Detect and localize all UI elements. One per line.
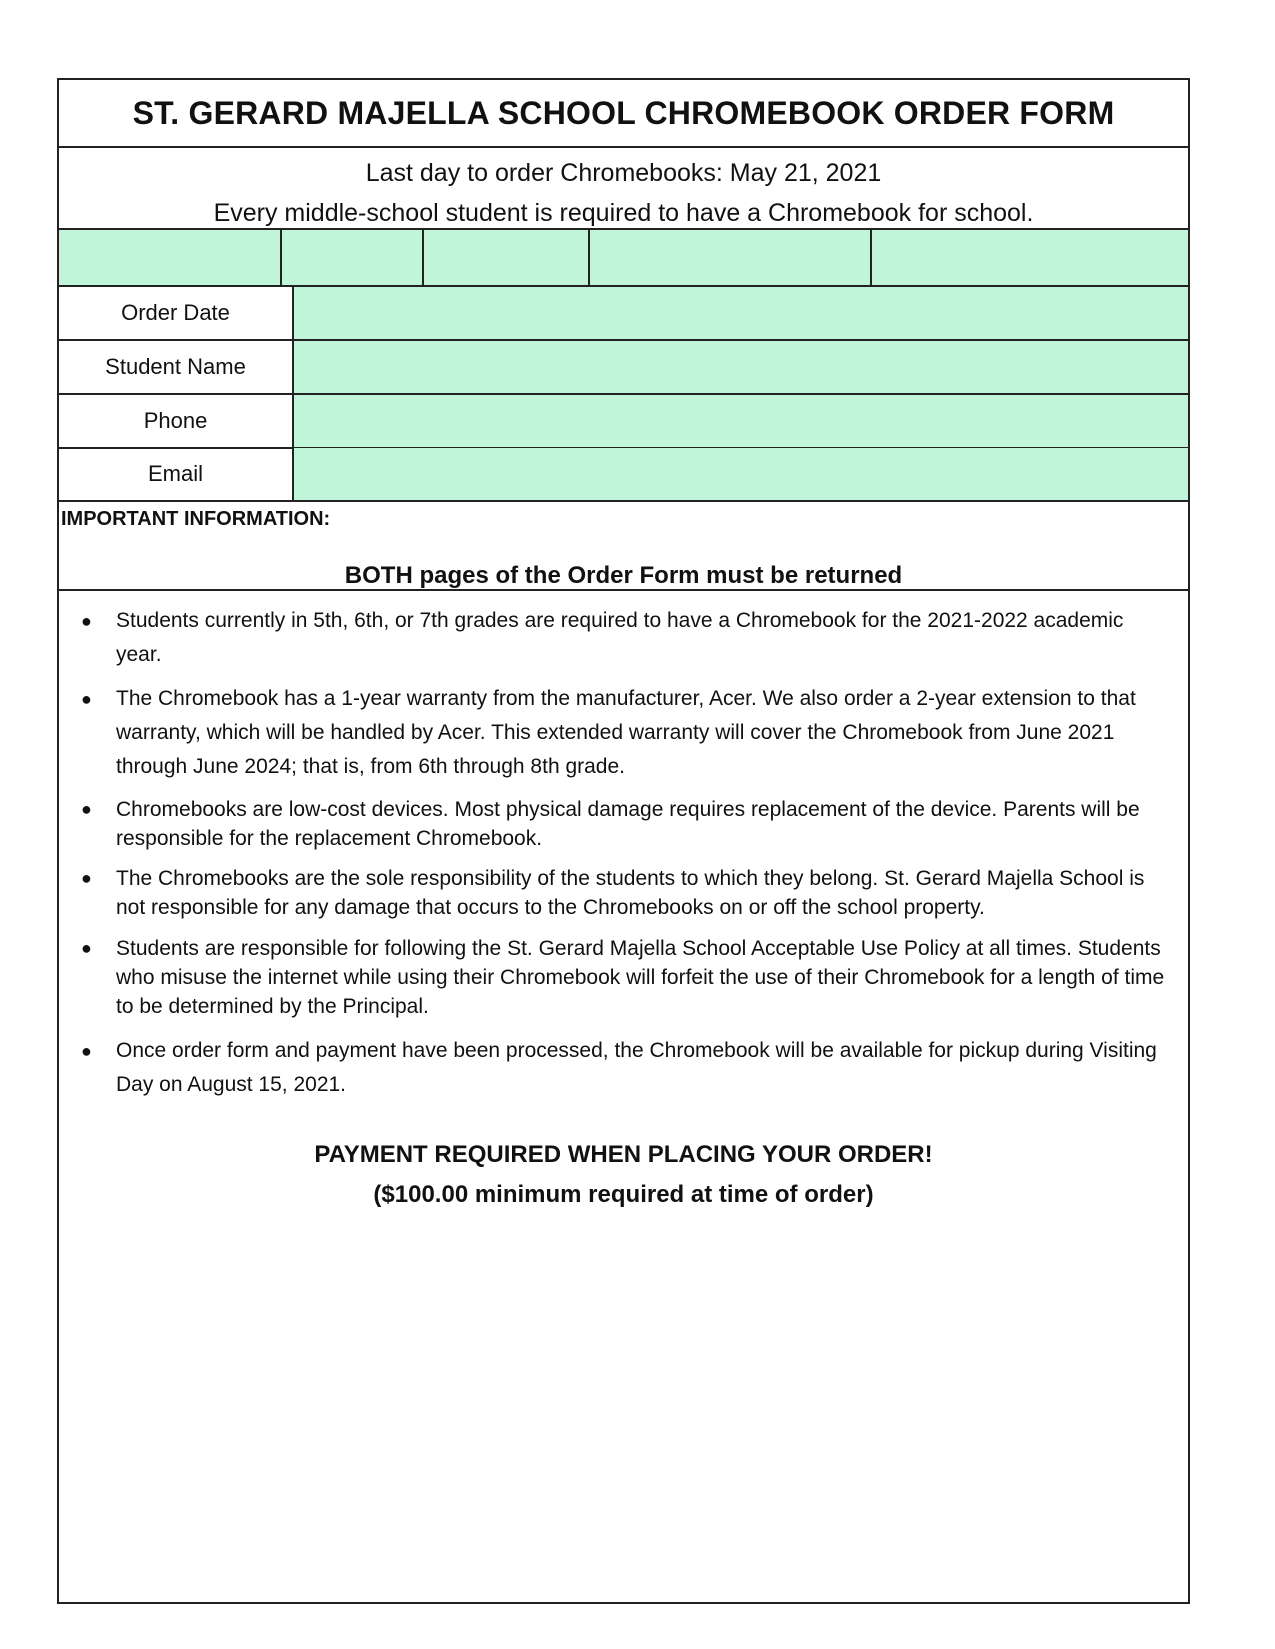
list-item — [59, 682, 1188, 784]
bullet-icon: ● — [81, 689, 92, 709]
shaded-cell — [424, 230, 590, 285]
list-item — [59, 934, 1188, 1021]
field-row-student-name — [59, 341, 1188, 395]
order-form — [57, 78, 1190, 1604]
bullet-icon: ● — [81, 938, 92, 958]
payment-minimum-notice: ($100.00 minimum required at time of order) — [373, 1181, 874, 1208]
shaded-cell — [590, 230, 872, 285]
important-info-block — [59, 502, 1188, 591]
title-row — [59, 80, 1188, 148]
student-name-field[interactable] — [294, 341, 1188, 393]
bullet-text: Students are responsible for following the St. Gerard Majella School Acceptable Use Policy at all times. Students who misuse the internet while using their Chromebook will forfeit the use of their Chromebook for a length of time to be determined by the Principal. — [116, 937, 1165, 1018]
list-item — [59, 864, 1188, 922]
bullet-icon: ● — [81, 611, 92, 631]
requirement-notice: Every middle-school student is required to have a Chromebook for school. — [213, 199, 1034, 227]
return-both-pages-notice: BOTH pages of the Order Form must be returned — [344, 562, 903, 589]
bullet-text: The Chromebooks are the sole responsibility of the students to which they belong. St. Gerard Majella School is not responsible for any damage that occurs to the Chromebooks on or off the school property. — [116, 867, 1145, 919]
important-info-heading: IMPORTANT INFORMATION: — [61, 508, 331, 530]
payment-required-notice: PAYMENT REQUIRED WHEN PLACING YOUR ORDER! — [314, 1141, 933, 1168]
bullet-icon: ● — [81, 799, 92, 819]
shaded-header-strip — [59, 230, 1188, 287]
phone-label: Phone — [59, 395, 294, 447]
email-label: Email — [59, 448, 294, 500]
bullet-text: Chromebooks are low-cost devices. Most physical damage requires replacement of the device. Parents will be responsible for the replacement Chromebook. — [116, 798, 1140, 850]
form-title: ST. GERARD MAJELLA SCHOOL CHROMEBOOK ORDER FORM — [132, 94, 1115, 131]
order-date-label: Order Date — [59, 287, 294, 339]
order-date-field[interactable] — [294, 287, 1188, 339]
bullet-icon: ● — [81, 1041, 92, 1061]
bullet-text: Students currently in 5th, 6th, or 7th grades are required to have a Chromebook for the 2021-2022 academic year. — [116, 609, 1124, 666]
bullet-text: Once order form and payment have been processed, the Chromebook will be available for pickup during Visiting Day on August 15, 2021. — [116, 1039, 1157, 1096]
field-row-phone — [59, 395, 1188, 449]
field-row-order-date — [59, 287, 1188, 341]
student-name-label: Student Name — [59, 341, 294, 393]
shaded-cell — [872, 230, 1188, 285]
bullet-icon: ● — [81, 868, 92, 888]
list-item — [59, 604, 1188, 672]
deadline-row — [59, 148, 1188, 230]
email-field[interactable] — [294, 448, 1188, 500]
bullet-text: The Chromebook has a 1-year warranty from the manufacturer, Acer. We also order a 2-year extension to that warranty, which will be handled by Acer. This extended warranty will cover the Chromebook from June 2021 through June 2024; that is, from 6th through 8th grade. — [116, 687, 1136, 778]
list-item — [59, 795, 1188, 853]
list-item — [59, 1034, 1188, 1102]
shaded-cell — [59, 230, 282, 285]
phone-field[interactable] — [294, 395, 1188, 447]
field-row-email — [59, 448, 1188, 502]
order-deadline: Last day to order Chromebooks: May 21, 2021 — [365, 159, 882, 187]
shaded-cell — [282, 230, 424, 285]
